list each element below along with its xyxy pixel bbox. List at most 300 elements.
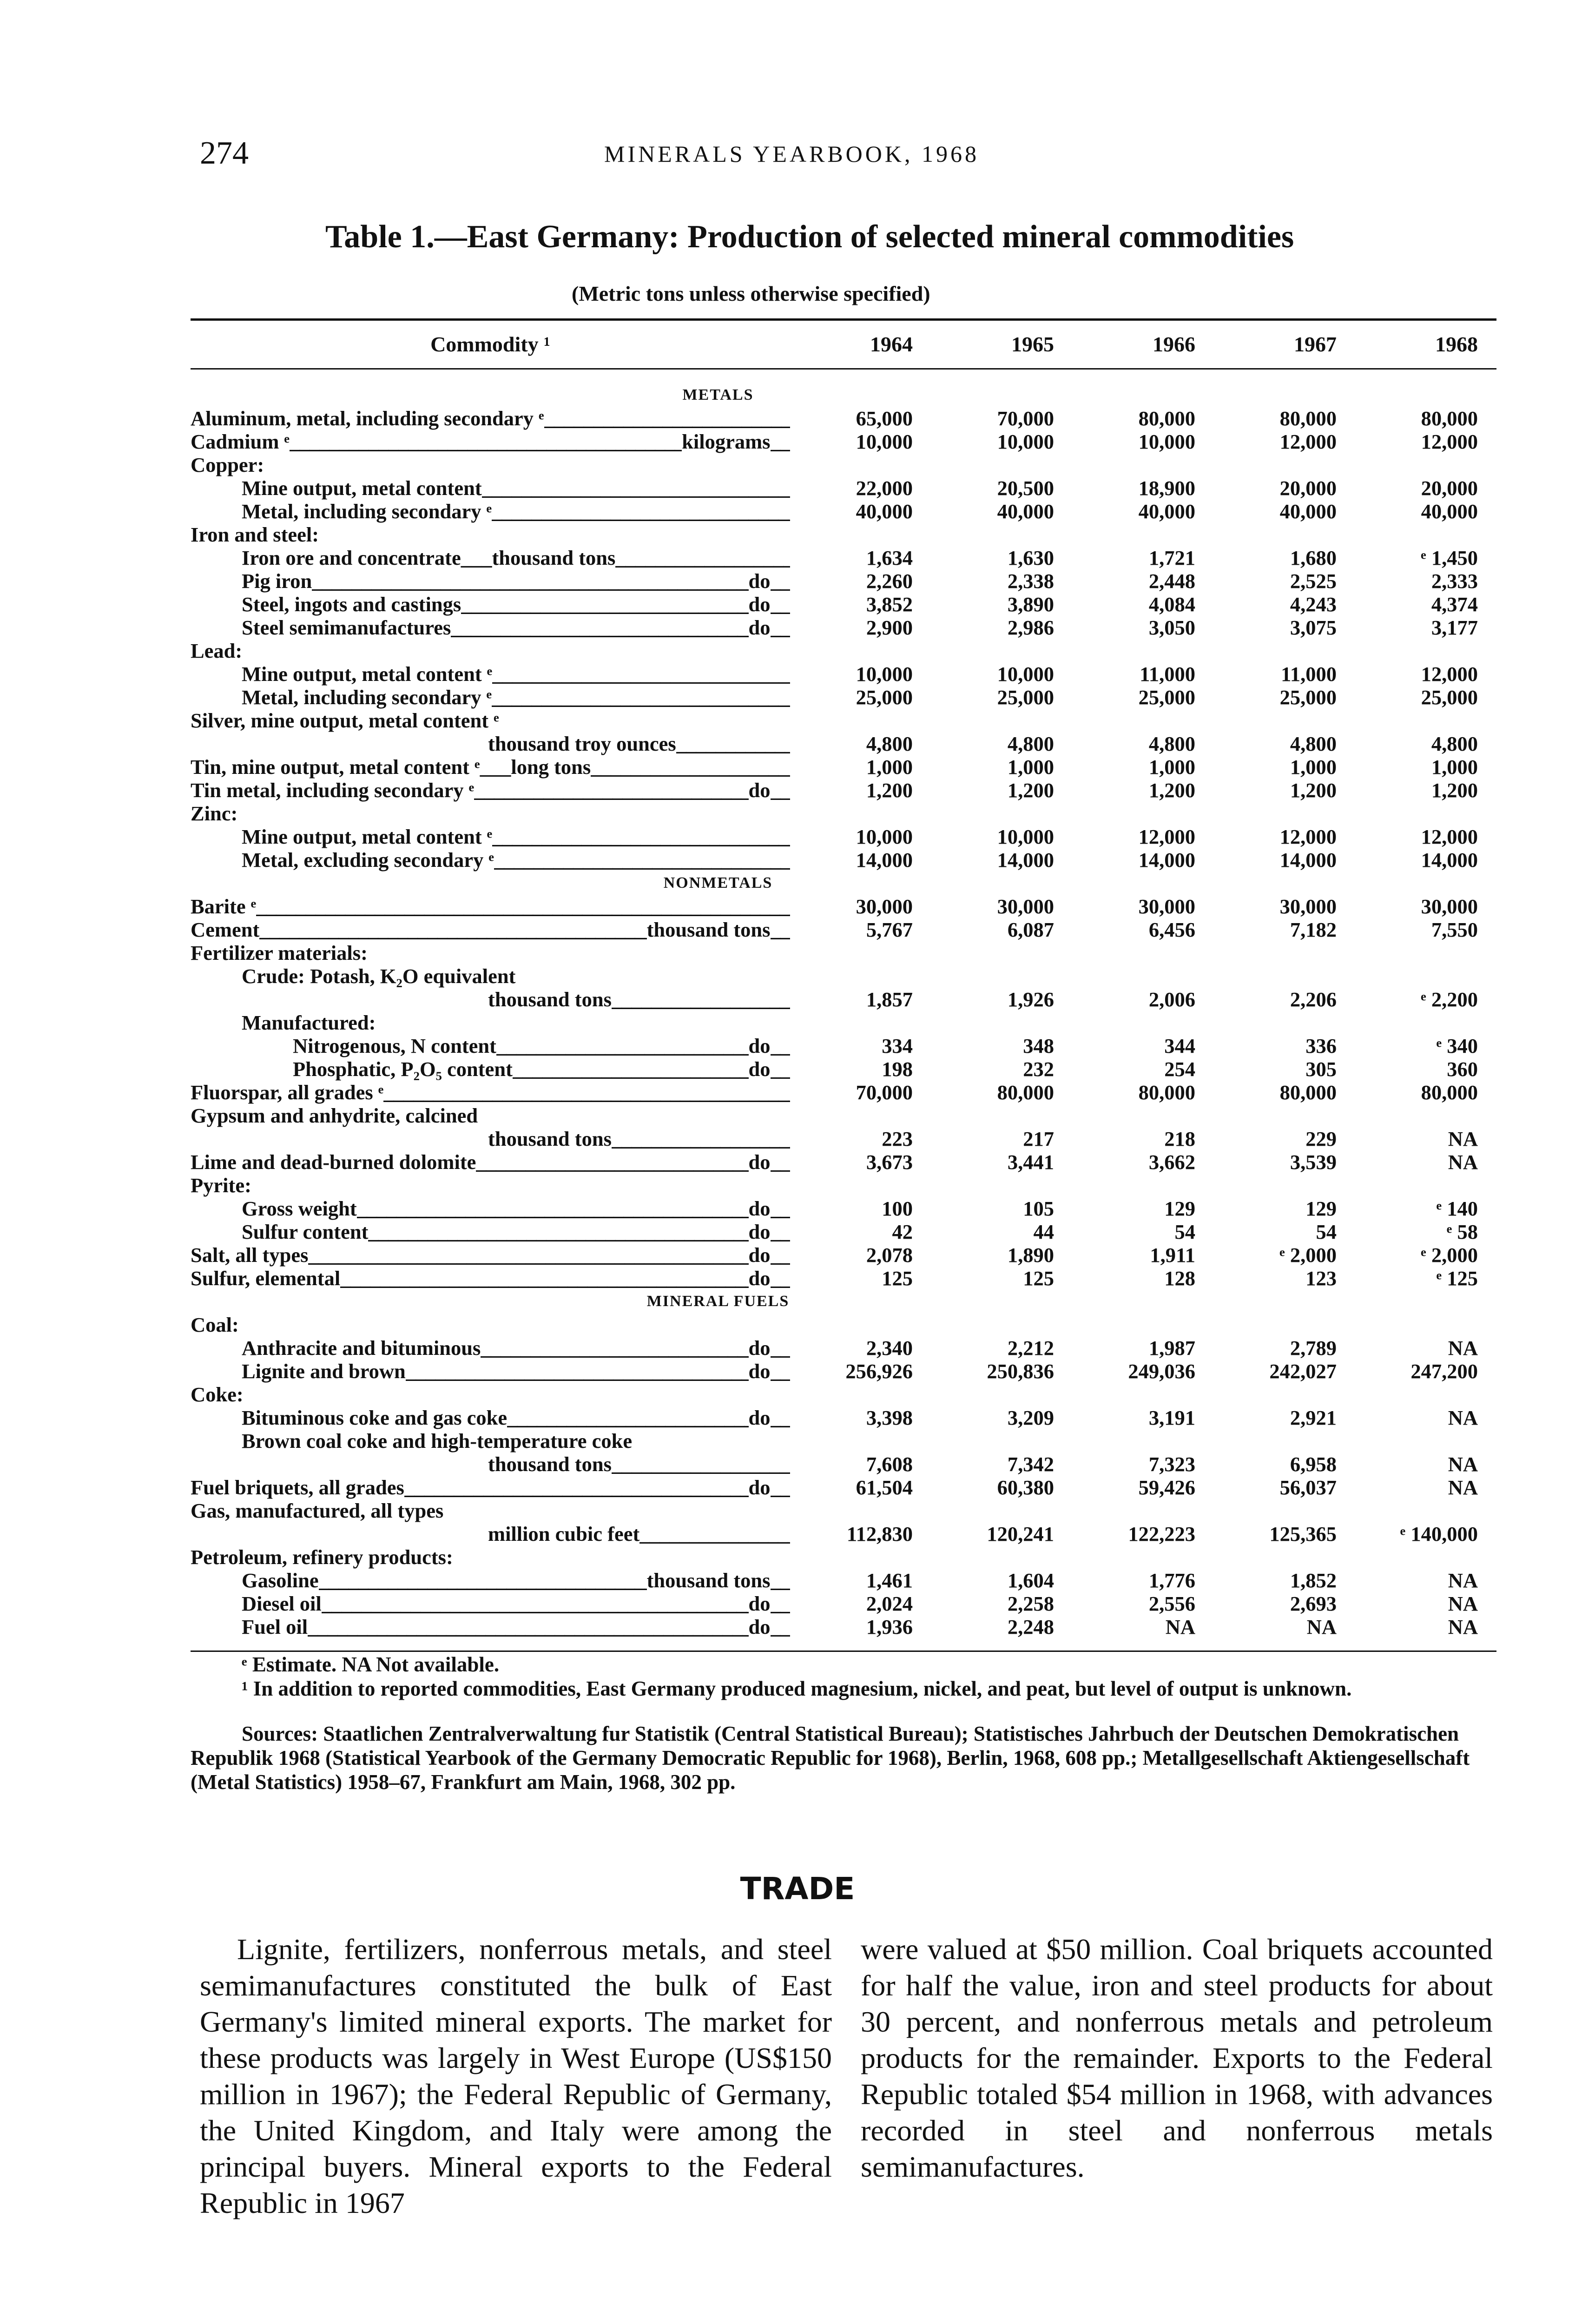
leader-dots xyxy=(771,569,791,593)
value-cell: 3,673 xyxy=(866,1150,913,1174)
table-row xyxy=(191,1243,1496,1267)
column-header-1966: 1966 xyxy=(1073,320,1214,369)
value-cell: ᵉ 2,000 xyxy=(1421,1243,1478,1267)
value-cell: ᵉ 340 xyxy=(1436,1034,1478,1057)
table-row xyxy=(191,918,1496,941)
row-label xyxy=(191,593,790,616)
unit-label: kilograms xyxy=(682,430,771,453)
leader-dots xyxy=(308,1615,748,1638)
value-cell xyxy=(1214,1011,1355,1034)
table-row xyxy=(191,407,1496,430)
value-cell: NA xyxy=(1448,1476,1478,1499)
table-row xyxy=(191,430,1496,453)
value-cell xyxy=(1355,639,1496,662)
row-label xyxy=(191,1034,790,1057)
value-cell: ᵉ 125 xyxy=(1436,1267,1478,1290)
value-cell xyxy=(1073,1545,1214,1569)
value-cell xyxy=(1214,523,1355,546)
leader-dots xyxy=(404,1476,749,1499)
row-label xyxy=(191,1406,790,1429)
leader-dots xyxy=(482,476,790,500)
value-cell: 4,800 xyxy=(1431,732,1478,755)
commodity-name: Phosphatic, P₂O₅ content xyxy=(293,1057,513,1081)
commodity-name: Gasoline xyxy=(242,1569,319,1592)
value-cell: 336 xyxy=(1305,1034,1337,1057)
table-row xyxy=(191,453,1496,476)
value-cell: ᵉ 140,000 xyxy=(1400,1522,1478,1545)
value-cell: 1,634 xyxy=(866,546,913,569)
table-header-row xyxy=(191,320,1496,369)
table-row xyxy=(191,1197,1496,1220)
leader-dots xyxy=(492,500,790,523)
value-cell: 3,539 xyxy=(1290,1150,1337,1174)
commodity-name: Metal, including secondary ᵉ xyxy=(242,500,492,523)
value-cell: 129 xyxy=(1305,1197,1337,1220)
value-cell: 218 xyxy=(1164,1127,1195,1150)
value-cell: 10,000 xyxy=(856,825,913,848)
value-cell xyxy=(931,1545,1073,1569)
leader-dots xyxy=(612,988,790,1011)
value-cell: NA xyxy=(1355,1615,1496,1651)
table-row xyxy=(191,1383,1496,1406)
value-cell: 125 xyxy=(882,1267,913,1290)
sources-note: Sources: Staatlichen Zentralverwaltung fur Statistik (Central Statistical Bureau); Statistisches Jahrbuch der Deutschen Demokratischen Republik 1968 (Statistical Yearbook of the Germany Democratic Republic for 1968), Berlin, 1968, 608 pp.; Metallgesellschaft Aktiengesellschaft (Metal Statistics) 1958–67, Frankfurt am Main, 1968, 302 pp. xyxy=(191,1722,1470,1794)
commodity-name: Gypsum and anhydrite, calcined xyxy=(191,1104,478,1127)
value-cell: 120,241 xyxy=(987,1522,1054,1545)
value-cell: 40,000 xyxy=(997,500,1054,523)
trade-paragraph-left: Lignite, fertilizers, nonferrous metals, and steel semimanufactures constituted the bulk of East Germany's limited mineral exports. The market for these products was largely in West Europe (US$150 million in 1967); the Federal Republic of Germany, the United Kingdom, and Italy were among the principal buyers. Mineral exports to the Federal Republic in 1967 xyxy=(200,1933,832,2219)
commodity-name: Coke: xyxy=(191,1383,244,1406)
value-cell: 3,441 xyxy=(1007,1150,1054,1174)
row-label xyxy=(191,1197,790,1220)
commodity-name: Gross weight xyxy=(242,1197,357,1220)
value-cell xyxy=(1073,1383,1214,1406)
value-cell: 10,000 xyxy=(856,662,913,686)
commodity-name: Steel semimanufactures xyxy=(242,616,451,639)
value-cell: 40,000 xyxy=(856,500,913,523)
commodity-name: million cubic feet xyxy=(488,1522,640,1545)
value-cell: 14,000 xyxy=(1421,848,1478,872)
value-cell xyxy=(931,709,1073,732)
value-cell: 80,000 xyxy=(997,1081,1054,1104)
commodity-name: Fuel oil xyxy=(242,1615,308,1638)
value-cell: 14,000 xyxy=(1138,848,1195,872)
value-cell: 128 xyxy=(1164,1267,1195,1290)
table-row xyxy=(191,1615,1496,1651)
leader-dots xyxy=(256,895,790,918)
value-cell xyxy=(790,1011,931,1034)
value-cell: 2,260 xyxy=(866,569,913,593)
leader-dots xyxy=(771,918,791,941)
value-cell: 40,000 xyxy=(1421,500,1478,523)
table-title: Table 1.—East Germany: Production of selected mineral commodities xyxy=(325,219,1294,255)
value-cell: 7,550 xyxy=(1431,918,1478,941)
page-number: 274 xyxy=(200,135,249,171)
value-cell: 80,000 xyxy=(1421,407,1478,430)
value-cell: 247,200 xyxy=(1410,1360,1478,1383)
value-cell xyxy=(931,639,1073,662)
column-header-1968: 1968 xyxy=(1355,320,1496,369)
commodity-name: Zinc: xyxy=(191,802,238,825)
table-row xyxy=(191,964,1496,988)
value-cell xyxy=(1214,964,1355,988)
value-cell: 2,212 xyxy=(1007,1336,1054,1360)
value-cell: 122,223 xyxy=(1128,1522,1195,1545)
leader-dots xyxy=(481,1336,748,1360)
value-cell: 6,087 xyxy=(1007,918,1054,941)
row-label xyxy=(191,1522,790,1545)
value-cell xyxy=(1073,941,1214,964)
table-row xyxy=(191,1034,1496,1057)
commodity-name: Sulfur, elemental xyxy=(191,1267,341,1290)
value-cell: 198 xyxy=(882,1057,913,1081)
value-cell xyxy=(790,1313,931,1336)
row-label xyxy=(191,523,790,546)
value-cell: ᵉ 2,200 xyxy=(1421,988,1478,1011)
table-body xyxy=(191,369,1496,1651)
footnote-1: ¹ In addition to reported commodities, East Germany produced magnesium, nickel, and peat, but level of output is unknown. xyxy=(242,1677,1352,1700)
table-row xyxy=(191,546,1496,569)
value-cell xyxy=(1214,1104,1355,1127)
value-cell: 14,000 xyxy=(856,848,913,872)
value-cell: 344 xyxy=(1164,1034,1195,1057)
value-cell: 30,000 xyxy=(1138,895,1195,918)
leader-dots xyxy=(357,1197,749,1220)
value-cell xyxy=(1073,639,1214,662)
leader-dots xyxy=(771,430,791,453)
row-label xyxy=(191,1429,790,1452)
value-cell xyxy=(1355,1545,1496,1569)
row-label xyxy=(191,1615,790,1651)
table-row xyxy=(191,1081,1496,1104)
row-label xyxy=(191,616,790,639)
row-label xyxy=(191,1383,790,1406)
column-header-commodity: Commodity ¹ xyxy=(191,320,790,369)
value-cell: 1,200 xyxy=(1431,779,1478,802)
leader-dots xyxy=(612,1452,790,1476)
value-cell xyxy=(1355,1499,1496,1522)
row-label xyxy=(191,1592,790,1615)
value-cell: 1,200 xyxy=(1007,779,1054,802)
value-cell xyxy=(1073,1429,1214,1452)
value-cell: 2,789 xyxy=(1290,1336,1337,1360)
value-cell: 12,000 xyxy=(1138,825,1195,848)
commodity-name: Lignite and brown xyxy=(242,1360,406,1383)
value-cell xyxy=(790,802,931,825)
row-label xyxy=(191,848,790,872)
production-table xyxy=(191,318,1496,1652)
row-label xyxy=(191,1011,790,1034)
value-cell: 1,776 xyxy=(1148,1569,1195,1592)
commodity-name: thousand tons xyxy=(488,1127,612,1150)
commodity-name: Bituminous coke and gas coke xyxy=(242,1406,508,1429)
table-row xyxy=(191,569,1496,593)
value-cell: 348 xyxy=(1023,1034,1054,1057)
row-label xyxy=(191,453,790,476)
leader-dots xyxy=(368,1220,748,1243)
value-cell: 112,830 xyxy=(846,1522,913,1545)
table-row xyxy=(191,593,1496,616)
value-cell xyxy=(790,1383,931,1406)
table-section-heading xyxy=(191,369,1496,407)
value-cell: 20,000 xyxy=(1279,476,1337,500)
value-cell: 4,800 xyxy=(1007,732,1054,755)
leader-dots xyxy=(591,755,790,779)
value-cell: 25,000 xyxy=(856,686,913,709)
leader-dots xyxy=(771,1336,791,1360)
value-cell xyxy=(1073,709,1214,732)
value-cell xyxy=(790,1499,931,1522)
row-label xyxy=(191,1360,790,1383)
value-cell: 1,890 xyxy=(1007,1243,1054,1267)
column-header-1965: 1965 xyxy=(931,320,1073,369)
value-cell xyxy=(1214,1383,1355,1406)
commodity-name: Fuel briquets, all grades xyxy=(191,1476,404,1499)
value-cell: 40,000 xyxy=(1279,500,1337,523)
value-cell: 1,000 xyxy=(1148,755,1195,779)
table-row xyxy=(191,1545,1496,1569)
value-cell: 40,000 xyxy=(1138,500,1195,523)
unit-label: do xyxy=(748,1034,771,1057)
leader-dots xyxy=(340,1267,748,1290)
value-cell: 2,338 xyxy=(1007,569,1054,593)
leader-dots xyxy=(771,1360,791,1383)
value-cell: 25,000 xyxy=(1279,686,1337,709)
leader-dots xyxy=(507,1406,748,1429)
value-cell: 12,000 xyxy=(1279,430,1337,453)
value-cell: NA xyxy=(1448,1336,1478,1360)
value-cell: 3,050 xyxy=(1148,616,1195,639)
table-row xyxy=(191,639,1496,662)
value-cell: 105 xyxy=(1023,1197,1054,1220)
leader-dots xyxy=(319,1569,647,1592)
value-cell xyxy=(1355,1104,1496,1127)
leader-dots xyxy=(461,593,748,616)
table-row xyxy=(191,895,1496,918)
value-cell: 20,000 xyxy=(1421,476,1478,500)
leader-dots xyxy=(312,569,748,593)
value-cell: 305 xyxy=(1305,1057,1337,1081)
table-row xyxy=(191,1592,1496,1615)
value-cell: NA xyxy=(1448,1150,1478,1174)
value-cell: ᵉ 2,000 xyxy=(1279,1243,1337,1267)
table-row xyxy=(191,686,1496,709)
value-cell: 12,000 xyxy=(1421,825,1478,848)
row-label xyxy=(191,1220,790,1243)
table-section-heading xyxy=(191,872,1496,895)
unit-label: do xyxy=(748,1615,771,1638)
row-label xyxy=(191,1545,790,1569)
value-cell xyxy=(1355,941,1496,964)
value-cell xyxy=(1214,941,1355,964)
value-cell: 256,926 xyxy=(845,1360,913,1383)
commodity-name: Pyrite: xyxy=(191,1174,251,1197)
value-cell: 2,024 xyxy=(866,1592,913,1615)
table-row xyxy=(191,1220,1496,1243)
commodity-name: Coal: xyxy=(191,1313,239,1336)
column-header-1964: 1964 xyxy=(790,320,931,369)
value-cell: 1,852 xyxy=(1290,1569,1337,1592)
table-row xyxy=(191,1336,1496,1360)
row-label xyxy=(191,964,790,988)
commodity-name: Iron ore and concentrate___thousand tons xyxy=(242,546,616,569)
row-label xyxy=(191,1127,790,1150)
value-cell xyxy=(1214,1545,1355,1569)
leader-dots xyxy=(290,430,682,453)
value-cell: 30,000 xyxy=(1421,895,1478,918)
commodity-name: Crude: Potash, K₂O equivalent xyxy=(242,964,516,988)
value-cell: 242,027 xyxy=(1269,1360,1337,1383)
value-cell: 2,900 xyxy=(866,616,913,639)
unit-label: thousand tons xyxy=(646,1569,771,1592)
value-cell: 2,921 xyxy=(1290,1406,1337,1429)
row-label xyxy=(191,1104,790,1127)
value-cell: 3,662 xyxy=(1148,1150,1195,1174)
value-cell xyxy=(931,964,1073,988)
value-cell xyxy=(790,1545,931,1569)
table-row xyxy=(191,1267,1496,1290)
table-row xyxy=(191,616,1496,639)
value-cell: 12,000 xyxy=(1279,825,1337,848)
value-cell: 7,608 xyxy=(866,1452,913,1476)
value-cell xyxy=(1073,453,1214,476)
table-row xyxy=(191,802,1496,825)
value-cell: 4,800 xyxy=(1290,732,1337,755)
leader-dots xyxy=(259,918,646,941)
table-row xyxy=(191,500,1496,523)
unit-label: do xyxy=(748,616,771,639)
value-cell: 2,006 xyxy=(1148,988,1195,1011)
table-row xyxy=(191,1499,1496,1522)
value-cell: 25,000 xyxy=(1138,686,1195,709)
value-cell: 10,000 xyxy=(997,430,1054,453)
value-cell: 61,504 xyxy=(856,1476,913,1499)
value-cell xyxy=(1214,1429,1355,1452)
value-cell xyxy=(1214,802,1355,825)
value-cell: 14,000 xyxy=(1279,848,1337,872)
value-cell xyxy=(1073,964,1214,988)
value-cell xyxy=(1355,523,1496,546)
row-label xyxy=(191,662,790,686)
value-cell: 6,958 xyxy=(1290,1452,1337,1476)
row-label xyxy=(191,1476,790,1499)
leader-dots xyxy=(676,732,790,755)
value-cell xyxy=(790,709,931,732)
value-cell xyxy=(1355,1313,1496,1336)
commodity-name: Brown coal coke and high-temperature coke xyxy=(242,1429,633,1452)
value-cell xyxy=(1214,1499,1355,1522)
row-label xyxy=(191,1081,790,1104)
leader-dots xyxy=(771,1592,791,1615)
value-cell: 10,000 xyxy=(1138,430,1195,453)
value-cell: 129 xyxy=(1164,1197,1195,1220)
leader-dots xyxy=(494,848,790,872)
value-cell: 2,693 xyxy=(1290,1592,1337,1615)
value-cell: 7,182 xyxy=(1290,918,1337,941)
value-cell: 1,680 xyxy=(1290,546,1337,569)
leader-dots xyxy=(771,593,791,616)
table-row xyxy=(191,732,1496,755)
table-row xyxy=(191,988,1496,1011)
value-cell xyxy=(1214,453,1355,476)
value-cell: 125 xyxy=(1023,1267,1054,1290)
unit-label: do xyxy=(748,779,771,802)
leader-dots xyxy=(615,546,790,569)
leader-dots xyxy=(771,1243,791,1267)
row-label xyxy=(191,1174,790,1197)
value-cell: 11,000 xyxy=(1281,662,1337,686)
running-head: MINERALS YEARBOOK, 1968 xyxy=(604,141,979,167)
value-cell: 56,037 xyxy=(1279,1476,1337,1499)
value-cell: 18,900 xyxy=(1138,476,1195,500)
table-row xyxy=(191,1476,1496,1499)
commodity-name: Iron and steel: xyxy=(191,523,319,546)
table-row xyxy=(191,709,1496,732)
value-cell xyxy=(931,1011,1073,1034)
page-header xyxy=(200,135,1501,181)
value-cell xyxy=(931,1499,1073,1522)
leader-dots xyxy=(406,1360,749,1383)
commodity-name: Mine output, metal content xyxy=(242,476,482,500)
note-estimate: ᵉ Estimate. NA Not available. xyxy=(242,1653,500,1676)
commodity-name: Silver, mine output, metal content ᵉ xyxy=(191,709,499,732)
row-label xyxy=(191,895,790,918)
value-cell: 2,248 xyxy=(931,1615,1073,1651)
value-cell: 70,000 xyxy=(997,407,1054,430)
value-cell: 1,987 xyxy=(1148,1336,1195,1360)
value-cell: 1,000 xyxy=(866,755,913,779)
commodity-name: Metal, excluding secondary ᵉ xyxy=(242,848,494,872)
value-cell: NA xyxy=(1448,1569,1478,1592)
value-cell: 10,000 xyxy=(997,825,1054,848)
value-cell xyxy=(1355,1174,1496,1197)
unit-label: do xyxy=(748,1243,771,1267)
value-cell: 125,365 xyxy=(1269,1522,1337,1545)
commodity-name: Petroleum, refinery products: xyxy=(191,1545,453,1569)
value-cell: 12,000 xyxy=(1421,430,1478,453)
value-cell: NA xyxy=(1214,1615,1355,1651)
table-row xyxy=(191,1522,1496,1545)
value-cell: 80,000 xyxy=(1138,1081,1195,1104)
value-cell xyxy=(931,802,1073,825)
leader-dots xyxy=(771,1197,791,1220)
value-cell xyxy=(931,1429,1073,1452)
row-label xyxy=(191,430,790,453)
value-cell: 3,398 xyxy=(866,1406,913,1429)
leader-dots xyxy=(513,1057,749,1081)
leader-dots xyxy=(474,779,748,802)
value-cell: 1,200 xyxy=(866,779,913,802)
value-cell: 1,200 xyxy=(1148,779,1195,802)
value-cell: ᵉ 58 xyxy=(1446,1220,1478,1243)
row-label xyxy=(191,1057,790,1081)
leader-dots xyxy=(771,616,791,639)
row-label xyxy=(191,686,790,709)
commodity-name: Copper: xyxy=(191,453,264,476)
value-cell: 3,209 xyxy=(1007,1406,1054,1429)
leader-dots xyxy=(383,1081,790,1104)
table-row xyxy=(191,779,1496,802)
value-cell: 249,036 xyxy=(1128,1360,1195,1383)
value-cell: 42 xyxy=(892,1220,913,1243)
value-cell: 80,000 xyxy=(1421,1081,1478,1104)
row-label xyxy=(191,988,790,1011)
value-cell: 7,323 xyxy=(1148,1452,1195,1476)
row-label xyxy=(191,500,790,523)
table-row xyxy=(191,1174,1496,1197)
value-cell: 80,000 xyxy=(1279,407,1337,430)
commodity-name: Cadmium ᵉ xyxy=(191,430,290,453)
